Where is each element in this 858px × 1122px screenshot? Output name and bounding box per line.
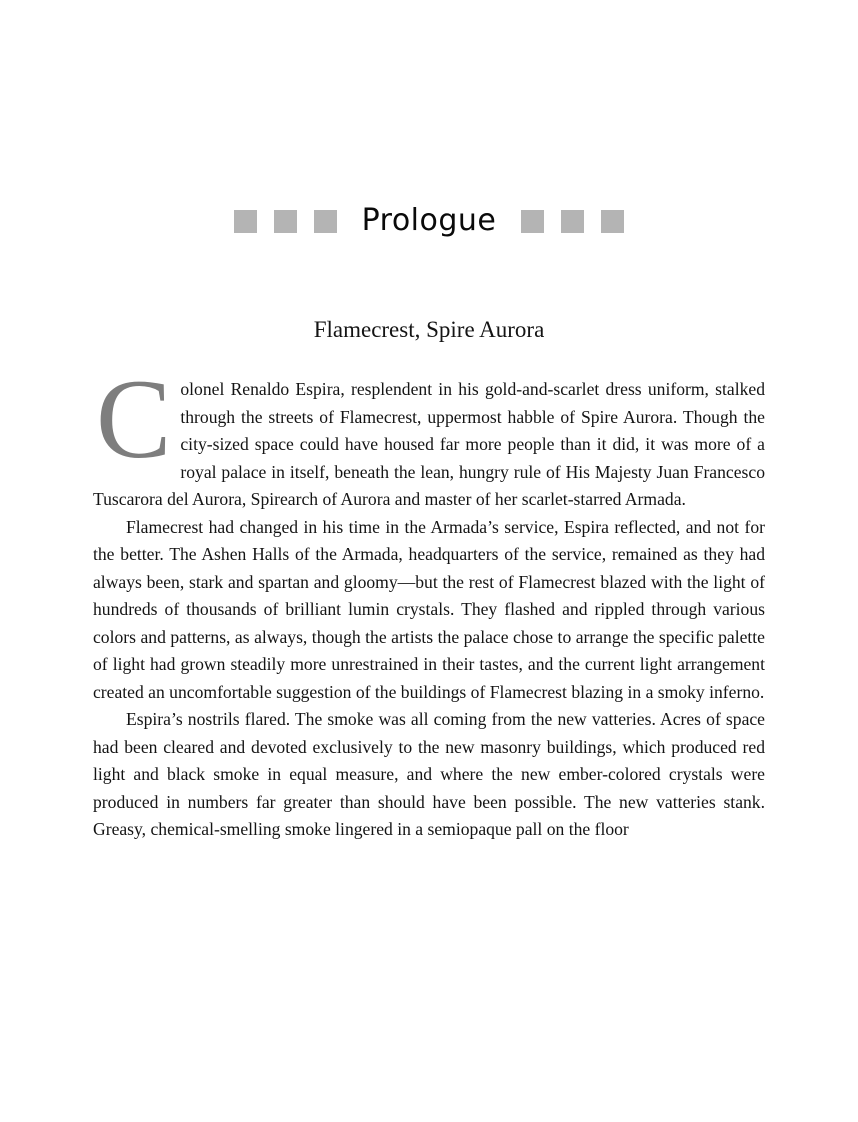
chapter-title: Prologue	[361, 203, 497, 238]
ornament-square	[274, 210, 297, 233]
body-text	[93, 357, 765, 844]
paragraph: Flamecrest had changed in his time in the Armada’s service, Espira reflected, and not for the better. The Ashen Halls of the Armada, headquarters of the service, remained as they had always been, stark and spartan and gloomy—but the rest of Flamecrest blazed with the light of hundreds of thousands of brilliant lumin crystals. They flashed and rippled through various colors and patterns, as always, though the artists the palace chose to arrange the specific palette of light had grown steadily more unrestrained in their tastes, and the current light arrangement created an uncomfortable suggestion of the buildings of Flamecrest blazing in a smoky inferno.	[93, 516, 765, 702]
ornament-square	[521, 210, 544, 233]
ornament-square	[314, 210, 337, 233]
chapter-heading	[0, 203, 858, 238]
ornament-square	[601, 210, 624, 233]
drop-cap: C	[96, 357, 172, 482]
ornament-square	[561, 210, 584, 233]
ornament-square	[234, 210, 257, 233]
scene-location-heading: Flamecrest, Spire Aurora	[313, 317, 545, 342]
paragraph-text: olonel Renaldo Espira, resplendent in his gold-and-scarlet dress uniform, stalked through the streets of Flamecrest, uppermost habble of Spire Aurora. Though the city-sized space could have housed far more people than it did, it was more of a royal palace in itself, beneath the lean, hungry rule of His Majesty Juan Francesco Tuscarora del Aurora, Spirearch of Aurora and master of her scarlet-starred Armada.	[93, 379, 765, 509]
paragraph	[93, 357, 765, 514]
paragraph: Espira’s nostrils flared. The smoke was all coming from the new vatteries. Acres of space had been cleared and devoted exclusively to the new masonry buildings, which produced red light and black smoke in equal measure, and where the new ember-colored crystals were produced in numbers far greater than should have been possible. The new vatteries stank. Greasy, chemical-smelling smoke lingered in a semiopaque pall on the floor	[93, 709, 765, 839]
